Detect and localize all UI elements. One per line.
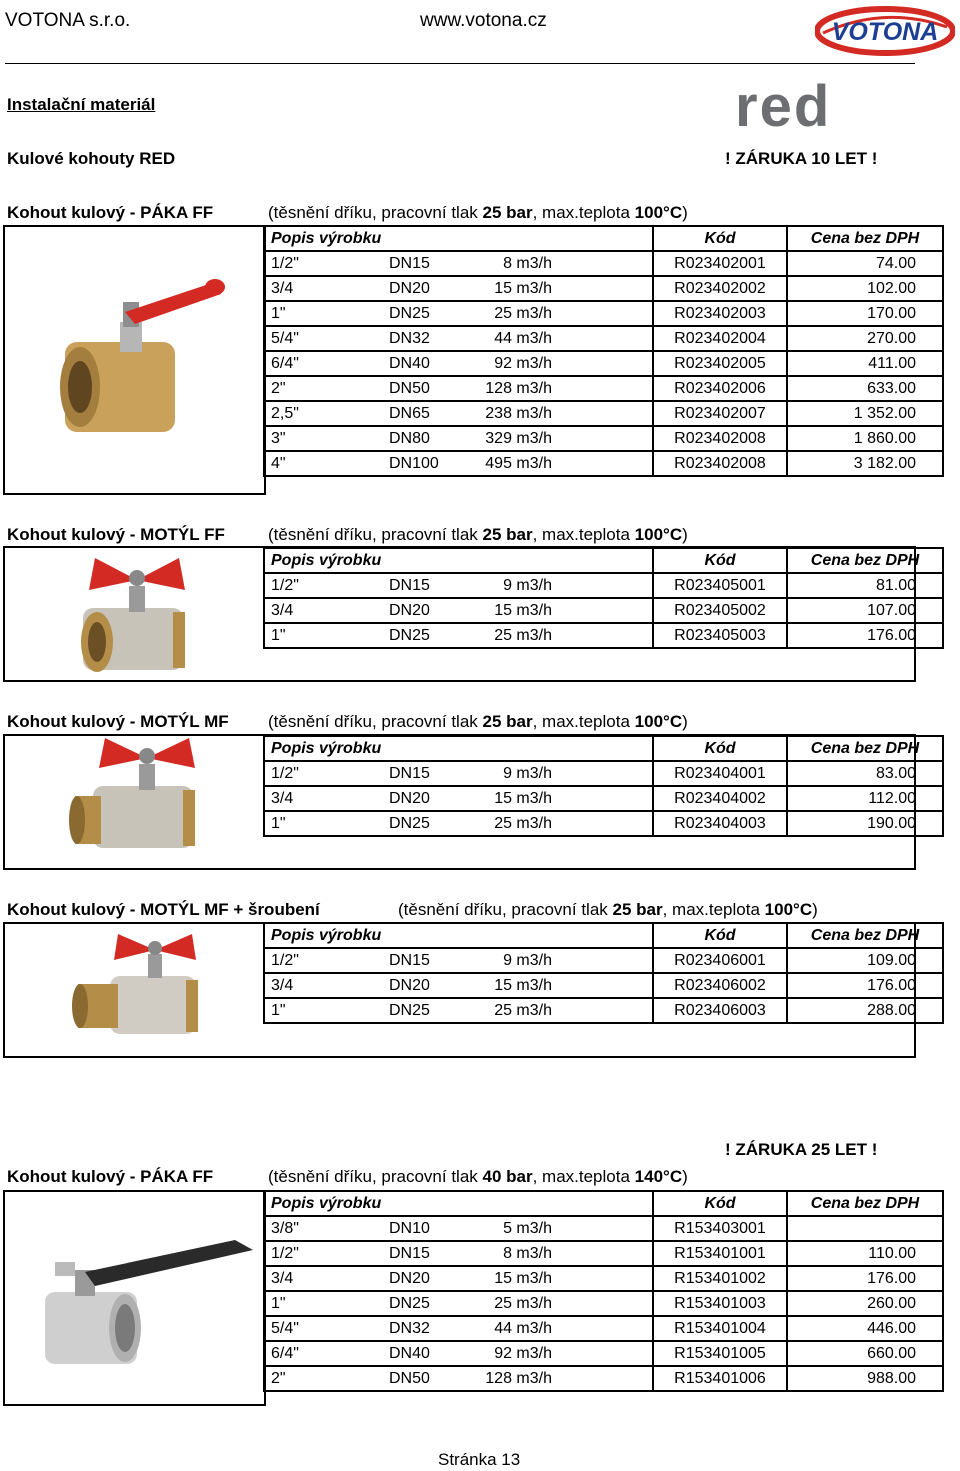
header-divider: [5, 63, 915, 64]
product-description-cell: [264, 786, 653, 811]
table-row: [264, 948, 943, 973]
product-code: R023405002: [653, 598, 787, 623]
flow-rate: 329 m3/h: [485, 430, 552, 447]
pipe-size: 3": [271, 430, 286, 447]
product-price: 110.00: [787, 1241, 943, 1266]
product-image-frame: [3, 225, 266, 495]
product-price: 83.00: [787, 761, 943, 786]
product-code: R023402001: [653, 251, 787, 276]
nominal-diameter: DN50: [389, 1370, 430, 1387]
product-price: 270.00: [787, 326, 943, 351]
nominal-diameter: DN40: [389, 1345, 430, 1362]
nominal-diameter: DN15: [389, 1245, 430, 1262]
pipe-size: 3/4: [271, 1270, 294, 1287]
product-price: 446.00: [787, 1316, 943, 1341]
product-description-cell: [264, 1366, 653, 1391]
flow-rate: 15 m3/h: [494, 1270, 552, 1287]
flow-rate: 9 m3/h: [503, 577, 552, 594]
product-code: R023402003: [653, 301, 787, 326]
pipe-size: 2": [271, 380, 286, 397]
product-description-cell: [264, 811, 653, 836]
section-note: (těsnění dříku, pracovní tlak 25 bar, max.teplota 100°C): [268, 203, 688, 222]
pipe-size: 6/4": [271, 355, 299, 372]
pipe-size: 1/2": [271, 952, 299, 969]
product-code: R153401002: [653, 1266, 787, 1291]
product-image-frame: [3, 1190, 266, 1406]
product-description-cell: [264, 1316, 653, 1341]
pipe-size: 1": [271, 1295, 286, 1312]
product-code: R153401004: [653, 1316, 787, 1341]
table-row: [264, 351, 943, 376]
product-price: 81.00: [787, 573, 943, 598]
product-description-cell: [264, 301, 653, 326]
warranty-25-badge: ! ZÁRUKA 25 LET !: [725, 1140, 878, 1159]
flow-rate: 25 m3/h: [494, 305, 552, 322]
warranty-10-badge: ! ZÁRUKA 10 LET !: [725, 149, 878, 168]
flow-rate: 15 m3/h: [494, 790, 552, 807]
table-row: [264, 426, 943, 451]
section-title: Kohout kulový - MOTÝL MF: [7, 712, 229, 731]
flow-rate: 9 m3/h: [503, 952, 552, 969]
table-header-row: [264, 226, 943, 251]
table-row: [264, 598, 943, 623]
subcategory-heading: Kulové kohouty RED: [7, 149, 176, 168]
product-code: R153401003: [653, 1291, 787, 1316]
pipe-size: 1": [271, 627, 286, 644]
product-table: [263, 547, 944, 649]
section-title: Kohout kulový - PÁKA FF: [7, 1167, 214, 1186]
product-price: 633.00: [787, 376, 943, 401]
column-header-price: Cena bez DPH: [787, 548, 943, 573]
product-description-cell: [264, 251, 653, 276]
votona-logo: [815, 5, 955, 57]
table-row: [264, 973, 943, 998]
product-table: [263, 735, 944, 837]
product-description-cell: [264, 948, 653, 973]
section-note: (těsnění dříku, pracovní tlak 40 bar, max.teplota 140°C): [268, 1167, 688, 1186]
section-title: Kohout kulový - MOTÝL MF + šroubení: [7, 900, 320, 919]
flow-rate: 25 m3/h: [494, 1002, 552, 1019]
nominal-diameter: DN80: [389, 430, 430, 447]
flow-rate: 8 m3/h: [503, 255, 552, 272]
logo-text: VOTONA: [831, 18, 939, 46]
product-description-cell: [264, 276, 653, 301]
nominal-diameter: DN15: [389, 952, 430, 969]
product-price: 176.00: [787, 1266, 943, 1291]
product-code: R153401005: [653, 1341, 787, 1366]
flow-rate: 44 m3/h: [494, 1320, 552, 1337]
butterfly-ball-valve-mf-icon: [65, 738, 215, 868]
product-table: [263, 1190, 944, 1392]
table-row: [264, 573, 943, 598]
table-row: [264, 1291, 943, 1316]
table-row: [264, 301, 943, 326]
product-description-cell: [264, 573, 653, 598]
product-price: [787, 1216, 943, 1241]
flow-rate: 92 m3/h: [494, 355, 552, 372]
table-row: [264, 376, 943, 401]
product-table: [263, 225, 944, 477]
column-header-name: Popis výrobku: [264, 226, 653, 251]
nominal-diameter: DN25: [389, 1002, 430, 1019]
product-price: 102.00: [787, 276, 943, 301]
table-row: [264, 1241, 943, 1266]
table-row: [264, 1316, 943, 1341]
flow-rate: 9 m3/h: [503, 765, 552, 782]
pipe-size: 1": [271, 1002, 286, 1019]
product-description-cell: [264, 623, 653, 648]
product-description-cell: [264, 1266, 653, 1291]
product-description-cell: [264, 1216, 653, 1241]
pipe-size: 3/4: [271, 790, 294, 807]
product-price: 411.00: [787, 351, 943, 376]
pipe-size: 3/4: [271, 977, 294, 994]
nominal-diameter: DN40: [389, 355, 430, 372]
product-description-cell: [264, 1341, 653, 1366]
product-price: 288.00: [787, 998, 943, 1023]
company-name: VOTONA s.r.o.: [5, 10, 131, 31]
nominal-diameter: DN50: [389, 380, 430, 397]
pipe-size: 2": [271, 1370, 286, 1387]
section-title: Kohout kulový - MOTÝL FF: [7, 525, 225, 544]
product-code: R023402008: [653, 451, 787, 476]
table-row: [264, 1266, 943, 1291]
product-description-cell: [264, 973, 653, 998]
table-row: [264, 251, 943, 276]
column-header-price: Cena bez DPH: [787, 736, 943, 761]
table-row: [264, 786, 943, 811]
nominal-diameter: DN25: [389, 305, 430, 322]
product-price: 1 860.00: [787, 426, 943, 451]
nominal-diameter: DN15: [389, 765, 430, 782]
lever-ball-valve-black-icon: [5, 1192, 264, 1404]
product-description-cell: [264, 1241, 653, 1266]
product-description-cell: [264, 998, 653, 1023]
product-code: R023402005: [653, 351, 787, 376]
nominal-diameter: DN20: [389, 280, 430, 297]
column-header-code: Kód: [653, 736, 787, 761]
nominal-diameter: DN65: [389, 405, 430, 422]
column-header-price: Cena bez DPH: [787, 226, 943, 251]
table-row: [264, 811, 943, 836]
nominal-diameter: DN32: [389, 330, 430, 347]
pipe-size: 1": [271, 305, 286, 322]
flow-rate: 15 m3/h: [494, 602, 552, 619]
nominal-diameter: DN15: [389, 255, 430, 272]
product-description-cell: [264, 451, 653, 476]
section-title: Kohout kulový - PÁKA FF: [7, 203, 214, 222]
pipe-size: 5/4": [271, 1320, 299, 1337]
product-price: 109.00: [787, 948, 943, 973]
pipe-size: 3/8": [271, 1220, 299, 1237]
product-price: 988.00: [787, 1366, 943, 1391]
flow-rate: 25 m3/h: [494, 815, 552, 832]
pipe-size: 3/4: [271, 280, 294, 297]
table-header-row: [264, 548, 943, 573]
table-header-row: [264, 1191, 943, 1216]
section-note: (těsnění dříku, pracovní tlak 25 bar, max.teplota 100°C): [268, 712, 688, 731]
product-price: 660.00: [787, 1341, 943, 1366]
pipe-size: 1/2": [271, 1245, 299, 1262]
product-code: R023404001: [653, 761, 787, 786]
product-description-cell: [264, 761, 653, 786]
product-description-cell: [264, 351, 653, 376]
flow-rate: 8 m3/h: [503, 1245, 552, 1262]
nominal-diameter: DN25: [389, 627, 430, 644]
product-code: R023406002: [653, 973, 787, 998]
flow-rate: 44 m3/h: [494, 330, 552, 347]
pipe-size: 1/2": [271, 577, 299, 594]
product-price: 74.00: [787, 251, 943, 276]
red-brand-logo: [735, 82, 875, 134]
flow-rate: 25 m3/h: [494, 627, 552, 644]
product-code: R023402002: [653, 276, 787, 301]
product-description-cell: [264, 376, 653, 401]
nominal-diameter: DN20: [389, 790, 430, 807]
nominal-diameter: DN15: [389, 577, 430, 594]
table-row: [264, 326, 943, 351]
product-code: R023402006: [653, 376, 787, 401]
brand-text: red: [735, 82, 832, 134]
pipe-size: 3/4: [271, 602, 294, 619]
product-price: 176.00: [787, 623, 943, 648]
product-description-cell: [264, 401, 653, 426]
product-code: R023406001: [653, 948, 787, 973]
table-row: [264, 1341, 943, 1366]
product-code: R153401006: [653, 1366, 787, 1391]
product-description-cell: [264, 598, 653, 623]
product-price: 107.00: [787, 598, 943, 623]
column-header-price: Cena bez DPH: [787, 1191, 943, 1216]
flow-rate: 238 m3/h: [485, 405, 552, 422]
column-header-code: Kód: [653, 548, 787, 573]
nominal-diameter: DN25: [389, 1295, 430, 1312]
product-code: R023405003: [653, 623, 787, 648]
column-header-price: Cena bez DPH: [787, 923, 943, 948]
flow-rate: 25 m3/h: [494, 1295, 552, 1312]
table-row: [264, 761, 943, 786]
product-price: 170.00: [787, 301, 943, 326]
column-header-name: Popis výrobku: [264, 736, 653, 761]
flow-rate: 15 m3/h: [494, 280, 552, 297]
table-row: [264, 1366, 943, 1391]
nominal-diameter: DN100: [389, 455, 439, 472]
pipe-size: 1/2": [271, 765, 299, 782]
product-description-cell: [264, 426, 653, 451]
table-header-row: [264, 923, 943, 948]
product-code: R023404003: [653, 811, 787, 836]
table-row: [264, 998, 943, 1023]
nominal-diameter: DN20: [389, 977, 430, 994]
product-code: R153403001: [653, 1216, 787, 1241]
product-code: R023404002: [653, 786, 787, 811]
product-code: R023402004: [653, 326, 787, 351]
product-code: R153401001: [653, 1241, 787, 1266]
nominal-diameter: DN10: [389, 1220, 430, 1237]
product-table: [263, 922, 944, 1024]
butterfly-ball-valve-union-icon: [70, 932, 210, 1050]
flow-rate: 5 m3/h: [503, 1220, 552, 1237]
product-price: 112.00: [787, 786, 943, 811]
lever-ball-valve-red-icon: [5, 227, 264, 493]
product-price: 3 182.00: [787, 451, 943, 476]
product-code: R023402008: [653, 426, 787, 451]
table-header-row: [264, 736, 943, 761]
flow-rate: 128 m3/h: [485, 1370, 552, 1387]
product-price: 1 352.00: [787, 401, 943, 426]
table-row: [264, 451, 943, 476]
website-link[interactable]: www.votona.cz: [420, 10, 547, 31]
product-code: R023406003: [653, 998, 787, 1023]
product-description-cell: [264, 326, 653, 351]
section-note: (těsnění dříku, pracovní tlak 25 bar, max.teplota 100°C): [268, 525, 688, 544]
flow-rate: 15 m3/h: [494, 977, 552, 994]
product-code: R023402007: [653, 401, 787, 426]
page-number: Stránka 13: [438, 1450, 521, 1469]
product-price: 260.00: [787, 1291, 943, 1316]
table-row: [264, 276, 943, 301]
column-header-name: Popis výrobku: [264, 548, 653, 573]
product-description-cell: [264, 1291, 653, 1316]
table-row: [264, 623, 943, 648]
nominal-diameter: DN25: [389, 815, 430, 832]
column-header-code: Kód: [653, 923, 787, 948]
column-header-code: Kód: [653, 1191, 787, 1216]
pipe-size: 1/2": [271, 255, 299, 272]
butterfly-ball-valve-ff-icon: [65, 550, 205, 680]
column-header-name: Popis výrobku: [264, 1191, 653, 1216]
nominal-diameter: DN32: [389, 1320, 430, 1337]
product-price: 176.00: [787, 973, 943, 998]
pipe-size: 5/4": [271, 330, 299, 347]
table-row: [264, 1216, 943, 1241]
pipe-size: 6/4": [271, 1345, 299, 1362]
nominal-diameter: DN20: [389, 602, 430, 619]
flow-rate: 495 m3/h: [485, 455, 552, 472]
pipe-size: 4": [271, 455, 286, 472]
table-row: [264, 401, 943, 426]
pipe-size: 1": [271, 815, 286, 832]
flow-rate: 128 m3/h: [485, 380, 552, 397]
column-header-name: Popis výrobku: [264, 923, 653, 948]
product-price: 190.00: [787, 811, 943, 836]
section-note: (těsnění dříku, pracovní tlak 25 bar, max.teplota 100°C): [398, 900, 818, 919]
flow-rate: 92 m3/h: [494, 1345, 552, 1362]
product-code: R023405001: [653, 573, 787, 598]
column-header-code: Kód: [653, 226, 787, 251]
pipe-size: 2,5": [271, 405, 299, 422]
category-heading: Instalační materiál: [7, 95, 156, 114]
nominal-diameter: DN20: [389, 1270, 430, 1287]
